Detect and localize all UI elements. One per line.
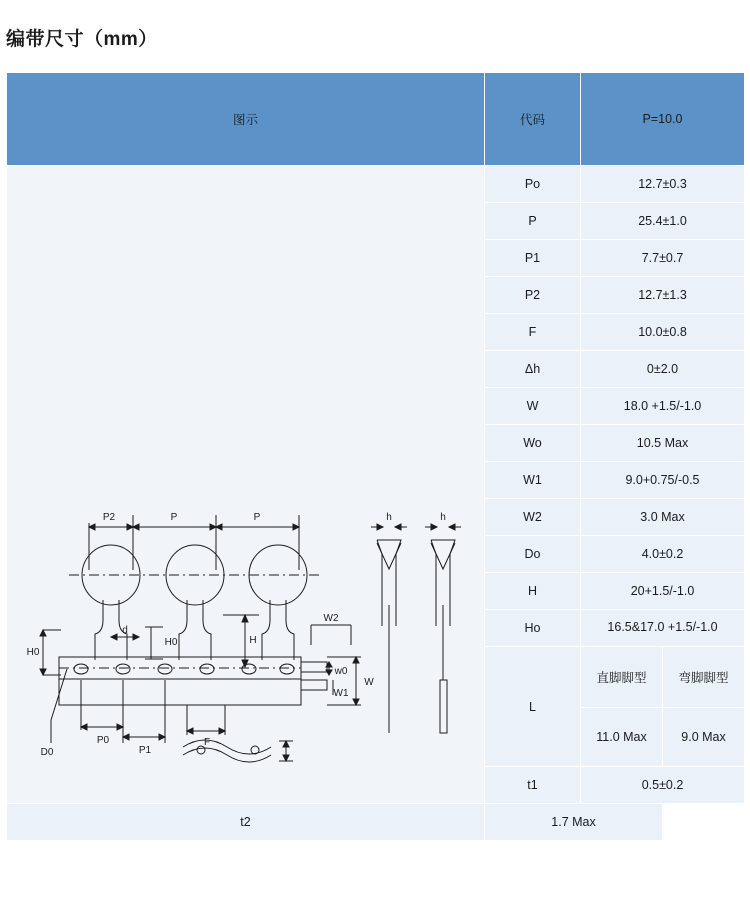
l-value-straight: 11.0 Max xyxy=(581,708,663,767)
value-cell: 0±2.0 xyxy=(581,351,745,388)
code-cell: W1 xyxy=(485,462,581,499)
code-cell: W xyxy=(485,388,581,425)
code-cell: H xyxy=(485,573,581,610)
code-cell: t1 xyxy=(485,767,581,804)
figure-label-w1: W1 xyxy=(333,687,348,699)
figure-label-h-right: h xyxy=(439,511,446,523)
taping-dimensions-table xyxy=(6,72,745,841)
code-cell: Ho xyxy=(485,610,581,647)
code-cell: Δh xyxy=(485,351,581,388)
figure-label-d: d xyxy=(121,624,128,636)
page-title: 编带尺寸（mm） xyxy=(6,29,158,50)
value-cell: 12.7±0.3 xyxy=(581,166,745,203)
code-cell: P xyxy=(485,203,581,240)
value-cell: 10.5 Max xyxy=(581,425,745,462)
figure-label-w2: W2 xyxy=(323,612,338,624)
figure-label-f: F xyxy=(203,736,210,748)
value-cell: 16.5&17.0 +1.5/-1.0 xyxy=(581,610,745,647)
table-row xyxy=(7,804,745,841)
value-cell: 20+1.5/-1.0 xyxy=(581,573,745,610)
figure-cell xyxy=(7,166,485,804)
figure-label-h0-inner: H0 xyxy=(164,636,177,648)
figure-label-p-left: P xyxy=(170,511,177,523)
code-cell: Do xyxy=(485,536,581,573)
value-cell: 18.0 +1.5/-1.0 xyxy=(581,388,745,425)
table-header-row xyxy=(7,73,745,166)
figure-label-h-left: h xyxy=(385,511,392,523)
code-cell-l: L xyxy=(485,647,581,767)
figure-label-p0: P0 xyxy=(96,734,109,746)
l-subheader-bent: 弯脚脚型 xyxy=(663,647,745,708)
value-cell: 10.0±0.8 xyxy=(581,314,745,351)
header-pitch: P=10.0 xyxy=(581,73,745,166)
figure-label-p2: P2 xyxy=(102,511,115,523)
l-value-bent: 9.0 Max xyxy=(663,708,745,767)
figure-label-w: W xyxy=(363,676,374,688)
taping-diagram-svg xyxy=(11,175,481,795)
value-cell: 3.0 Max xyxy=(581,499,745,536)
figure-label-w0: w0 xyxy=(334,665,347,677)
code-cell: t2 xyxy=(7,804,485,841)
l-subheader-straight: 直脚脚型 xyxy=(581,647,663,708)
value-cell: 7.7±0.7 xyxy=(581,240,745,277)
figure-label-h: H xyxy=(248,634,257,646)
code-cell: P1 xyxy=(485,240,581,277)
value-cell: 0.5±0.2 xyxy=(581,767,745,804)
header-code: 代码 xyxy=(485,73,581,166)
value-cell: 12.7±1.3 xyxy=(581,277,745,314)
figure-label-h0-left: H0 xyxy=(26,646,39,658)
value-cell: 25.4±1.0 xyxy=(581,203,745,240)
header-figure: 图示 xyxy=(7,73,485,166)
code-cell: P2 xyxy=(485,277,581,314)
figure-label-p-right: P xyxy=(253,511,260,523)
taping-diagram xyxy=(7,175,484,795)
table-row xyxy=(7,166,745,203)
value-cell: 4.0±0.2 xyxy=(581,536,745,573)
value-cell: 1.7 Max xyxy=(485,804,663,841)
code-cell: F xyxy=(485,314,581,351)
figure-label-d0: D0 xyxy=(40,746,53,758)
figure-label-p1: P1 xyxy=(138,744,151,756)
value-cell: 9.0+0.75/-0.5 xyxy=(581,462,745,499)
code-cell: Wo xyxy=(485,425,581,462)
code-cell: Po xyxy=(485,166,581,203)
code-cell: W2 xyxy=(485,499,581,536)
